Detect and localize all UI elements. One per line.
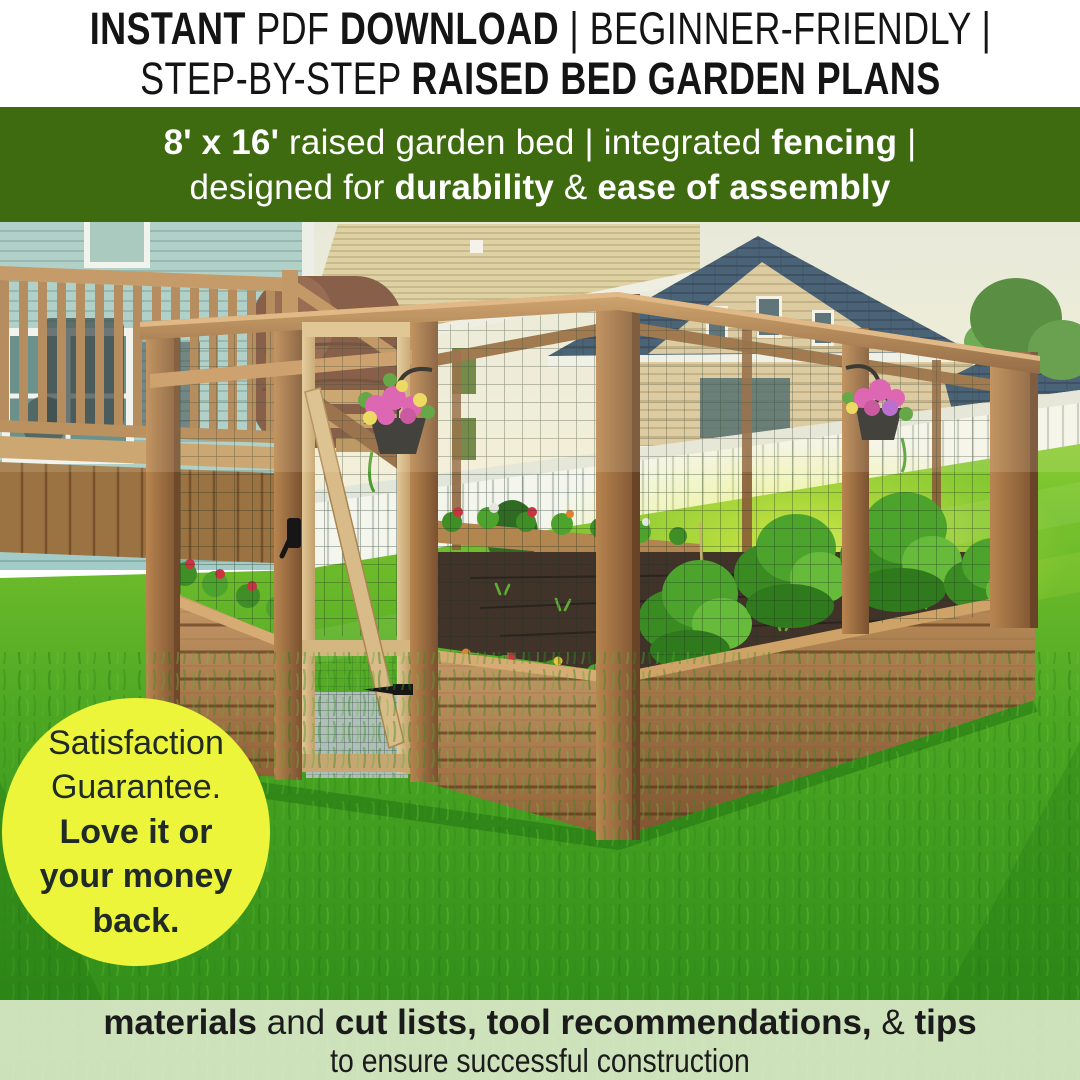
header-line-1 (89, 4, 991, 54)
badge-line: Guarantee. (50, 768, 222, 807)
footer-text: tips (914, 1002, 977, 1042)
subtitle-text: & (553, 167, 598, 207)
header-text: INSTANT (89, 2, 246, 54)
footer-banner (0, 1000, 1080, 1080)
header-line-2 (140, 54, 941, 104)
subtitle-text: durability (394, 167, 554, 207)
subtitle-text: | (897, 122, 917, 162)
header-banner (0, 0, 1080, 107)
subtitle-text: 8' x 16' (163, 122, 280, 162)
header-text: | BEGINNER-FRIENDLY | (558, 2, 991, 54)
subtitle-line-1 (164, 120, 917, 165)
footer-line-1 (103, 1002, 976, 1043)
green-subtitle-banner (0, 107, 1080, 222)
footer-text: & (871, 1002, 915, 1042)
subtitle-text: designed for (189, 167, 395, 207)
header-text: STEP-BY-STEP (139, 52, 412, 104)
header-text: RAISED BED GARDEN PLANS (411, 52, 941, 104)
warm-light-overlay (0, 222, 1080, 472)
footer-text: materials (103, 1002, 258, 1042)
badge-line: back. (92, 901, 180, 940)
guarantee-badge (2, 698, 270, 966)
badge-line: Love it or (59, 812, 213, 851)
header-text: PDF (245, 2, 340, 54)
subtitle-line-2 (189, 165, 890, 210)
badge-line: your money (39, 857, 233, 896)
subtitle-text: raised garden bed | integrated (279, 122, 772, 162)
footer-line-2: to ensure successful construction (330, 1041, 750, 1079)
badge-line: Satisfaction (48, 723, 224, 762)
footer-text: and (257, 1002, 335, 1042)
header-text: DOWNLOAD (339, 2, 559, 54)
subtitle-text: fencing (771, 122, 898, 162)
subtitle-text: ease of assembly (597, 167, 891, 207)
footer-text: cut lists, tool recommendations, (334, 1002, 872, 1042)
